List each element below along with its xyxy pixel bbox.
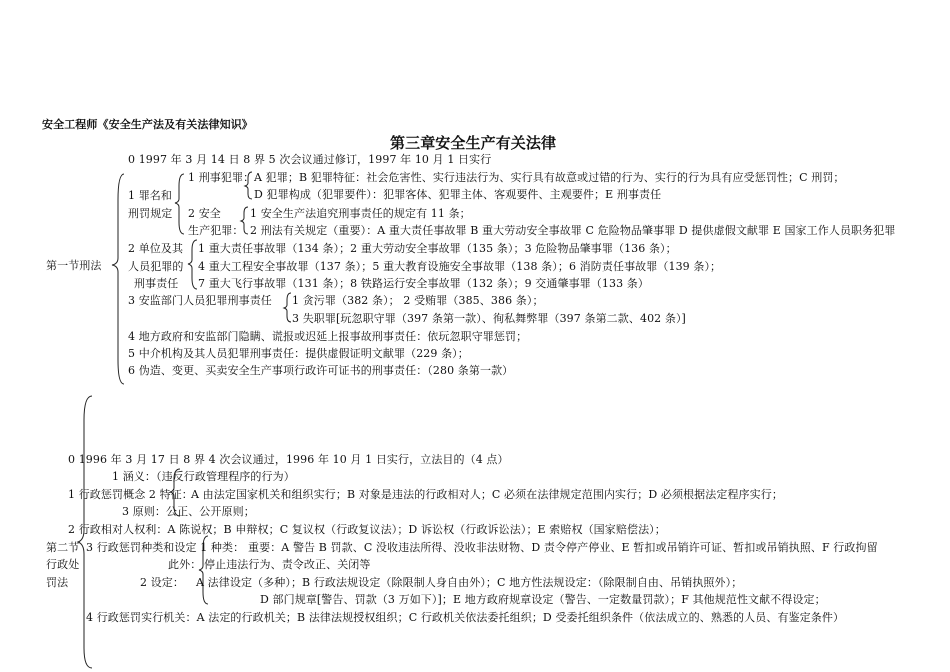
concept-meaning: 1 涵义：（违反行政管理程序的行为） <box>112 470 295 483</box>
setting-line-a: A 法律设定（多种）；B 行政法规设定（除限制人身自由外）；C 地方性法规设定：（除限制自由、吊销执照外）； <box>196 576 743 589</box>
item1-label-b: 刑罚规定 <box>128 207 173 220</box>
setting-label: 2 设定： <box>140 576 184 589</box>
enforcement-organs: 4 行政惩罚实行机关：A 法定的行政机关；B 法律法规授权组织；C 行政机关依法委托组织；D 受委托组织条件（依法成立的、熟悉的人员、有鉴定条件） <box>86 611 845 624</box>
item2-label-a: 2 单位及其 <box>128 242 184 255</box>
item2-line-b: 4 重大工程安全事故罪（137 条）；5 重大教育设施安全事故罪（138 条）；6 消防责任事故罪（139 条）； <box>198 260 722 273</box>
item2-line-c: 7 重大飞行事故罪（131 条）；8 铁路运行安全事故罪（132 条）；9 交通肇事罪（133 条） <box>198 277 649 290</box>
party-rights: 2 行政相对人权利：A 陈说权；B 申辩权；C 复议权（行政复议法）；D 诉讼权（行政诉讼法）；E 索赔权（国家赔偿法）； <box>68 523 666 536</box>
item2-line-a: 1 重大责任事故罪（134 条）；2 重大劳动安全事故罪（135 条）；3 危险物品肇事罪（136 条）； <box>198 242 677 255</box>
item1-2-label-b: 生产犯罪： <box>188 224 244 237</box>
item5: 5 中介机构及其人员犯罪刑事责任：提供虚假证明文献罪（229 条）； <box>128 347 469 360</box>
item3-line-a: 1 贪污罪（382 条）； 2 受贿罪（385、386 条）； <box>292 294 544 307</box>
section2-label-c: 罚法 <box>46 576 69 589</box>
chapter-title: 第三章安全生产有关法律 <box>390 134 557 152</box>
item2-label-b: 人员犯罪的 <box>128 260 184 273</box>
setting-line-b: D 部门规章[警告、罚款（3 万如下）]；E 地方政府规章设定（警告、一定数量罚款）；F 其他规范性文献不得设定； <box>260 593 826 606</box>
document-title: 安全工程师《安全生产法及有关法律知识》 <box>42 118 253 131</box>
item3-line-b: 3 失职罪[玩忽职守罪（397 条第一款）、徇私舞弊罪（397 条第二款、402 条）] <box>292 312 686 325</box>
item1-brace <box>175 174 184 234</box>
types-main: 重要：A 警告 B 罚款、C 没收违法所得、没收非法财物、D 责令停产停业、E 暂扣或吊销许可证、暂扣或吊销执照、F 行政拘留 <box>248 541 878 554</box>
section1-intro: 0 1997 年 3 月 14 日 8 界 5 次会议通过修订，1997 年 10 月 1 日实行 <box>128 153 492 166</box>
types-extra: 停止违法行为、责令改正、关闭等 <box>204 558 371 571</box>
item2-label-c: 刑事责任 <box>134 277 179 290</box>
section1-brace <box>112 174 124 384</box>
item1-2-line-b: 2 刑法有关规定（重要）：A 重大责任事故罪 B 重大劳动安全事故罪 C 危险物品肇事罪 D 提供虚假文献罪 E 国家工作人员职务犯罪 <box>250 224 896 237</box>
concept-label: 1 行政惩罚概念 2 特征： <box>68 488 193 501</box>
concept-features: A 由法定国家机关和组织实行；B 对象是违法的行政相对人；C 必须在法律规定范围内实行；D 必须根据法定程序实行； <box>191 488 783 501</box>
types-label: 3 行政惩罚种类和设定 1 种类： <box>86 541 245 554</box>
section2-label-b: 行政处 <box>46 558 80 571</box>
item1-2-line-a: 1 安全生产法追究刑事责任的规定有 11 条； <box>250 207 471 220</box>
item1-label-a: 1 罪名和 <box>128 189 172 202</box>
item6: 6 伪造、变更、买卖安全生产事项行政许可证书的刑事责任：（280 条第一款） <box>128 364 514 377</box>
item4: 4 地方政府和安监部门隐瞒、谎报或迟延上报事故刑事责任：依玩忽职守罪惩罚； <box>128 330 528 343</box>
item1-2-label-a: 2 安全 <box>188 207 221 220</box>
item2-brace <box>188 240 197 289</box>
item3-label: 3 安监部门人员犯罪刑事责任 <box>128 294 272 307</box>
section2-intro: 0 1996 年 3 月 17 日 8 界 4 次会议通过，1996 年 10 月 1 日实行，立法目的（4 点） <box>68 453 509 466</box>
item1-1-line-b: D 犯罪构成（犯罪要件）：犯罪客体、犯罪主体、客观要件、主观要件；E 刑事责任 <box>254 188 662 201</box>
item1-1-label: 1 刑事犯罪： <box>188 171 255 184</box>
types-extra-label: 此外： <box>168 558 202 571</box>
item1-1-line-a: A 犯罪；B 犯罪特征：社会危害性、实行违法行为、实行具有故意或过错的行为、实行的行为具有应受惩罚性；C 刑罚； <box>254 171 845 184</box>
item3-brace <box>284 293 291 322</box>
concept-principles: 3 原则：公正、公开原则； <box>122 505 255 518</box>
section1-label: 第一节刑法 <box>46 259 102 272</box>
section2-label-a: 第二节 <box>46 541 80 554</box>
